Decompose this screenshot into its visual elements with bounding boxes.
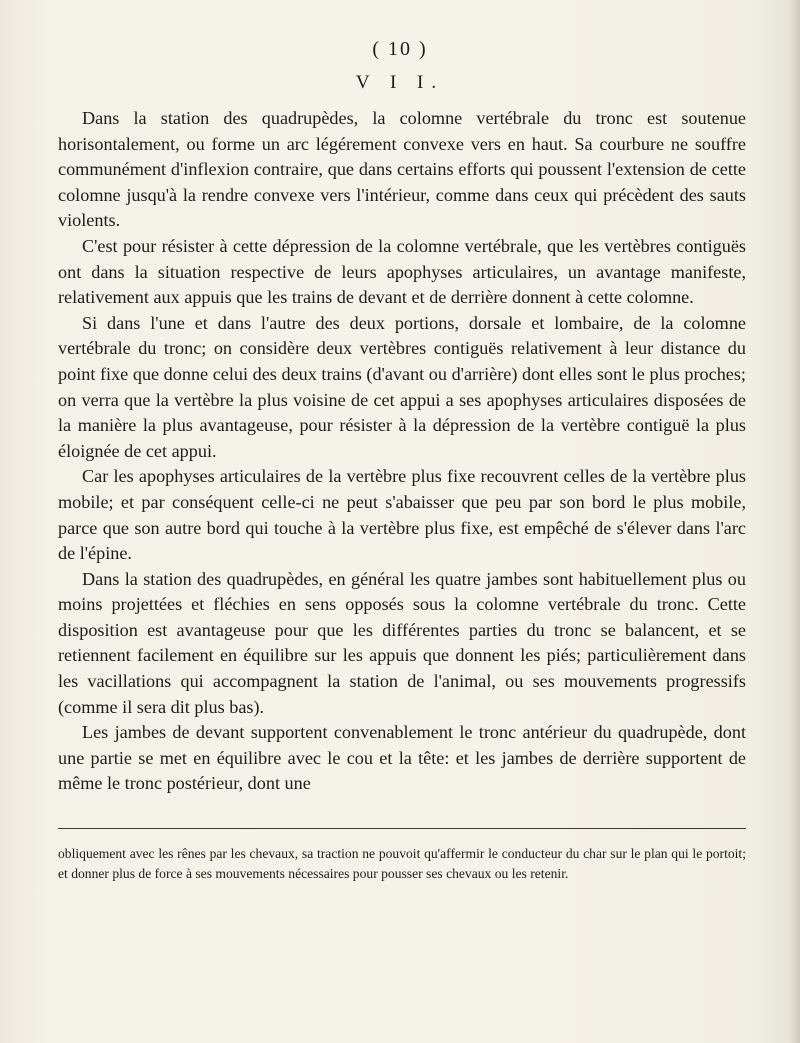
page-edge [788, 0, 800, 1043]
paragraph: C'est pour résister à cette dépression de la colomne vertébrale, que les vertèbres contiguës ont dans la situation respective de leurs apophyses articulaires, un avantage manifeste, relativement aux appuis que les trains de devant et de derrière donnent à cette colomne. [58, 235, 746, 308]
paragraph: Les jambes de devant supportent convenablement le tronc antérieur du quadrupède, dont une partie se met en équilibre avec le cou et la tête: et les jambes de derrière supportent de même le tronc postérieur, dont une [58, 722, 746, 794]
paragraph: Dans la station des quadrupèdes, en général les quatre jambes sont habituellement plus ou moins projettées et fléchies en sens opposés sous la colomne vertébrale du tronc. Cette disposition est avantageuse pour que les différentes parties du tronc se balancent, et se retiennent facilement en équilibre sur les appuis que donnent les piés; particulièrement dans les vacillations qui accompagnent la station de l'animal, ou ses mouvements progressifs (comme il sera dit plus bas). [58, 568, 746, 717]
page-number: ( 10 ) [372, 38, 428, 60]
paragraph: Si dans l'une et dans l'autre des deux portions, dorsale et lombaire, de la colomne vertébrale du tronc; on considère deux vertèbres contiguës relativement à leur distance du point fixe que donne celui des deux trains (d'avant ou d'arrière) dont elles sont le plus proches; on verra que la vertèbre la plus voisine de cet appui a ses apophyses articulaires disposées de la manière la plus avantageuse, pour résister à la dépression de la vertèbre contiguë la plus éloignée de cet appui. [58, 312, 746, 461]
footnote [58, 844, 746, 883]
footnote-text: obliquement avec les rênes par les chevaux, sa traction ne pouvoit qu'affermir le conducteur du char sur le plan qui le portoit; et donner plus de force à ses mouvements nécessaires pour pousser ses chevaux ou les retenir. [58, 846, 746, 881]
paragraph: Dans la station des quadrupèdes, la colomne vertébrale du tronc est soutenue horisontalement, ou forme un arc légérement convexe vers en haut. Sa courbure ne souffre communément d'inflexion contraire, que dans certains efforts qui poussent l'extension de cette colomne jusqu'à la rendre convexe vers l'intérieur, comme dans ceux qui précèdent des sauts violents. [58, 108, 746, 231]
footnote-rule [58, 828, 746, 829]
paragraph: Car les apophyses articulaires de la vertèbre plus fixe recouvrent celles de la vertèbre plus mobile; et par conséquent celle-ci ne peut s'abaisser que peu par son bord le plus mobile, parce que son autre bord qui touche à la vertèbre plus fixe, est empêché de s'élever dans l'arc de l'épine. [58, 466, 746, 564]
body-text [58, 106, 746, 797]
section-heading: V I I. [355, 72, 445, 93]
